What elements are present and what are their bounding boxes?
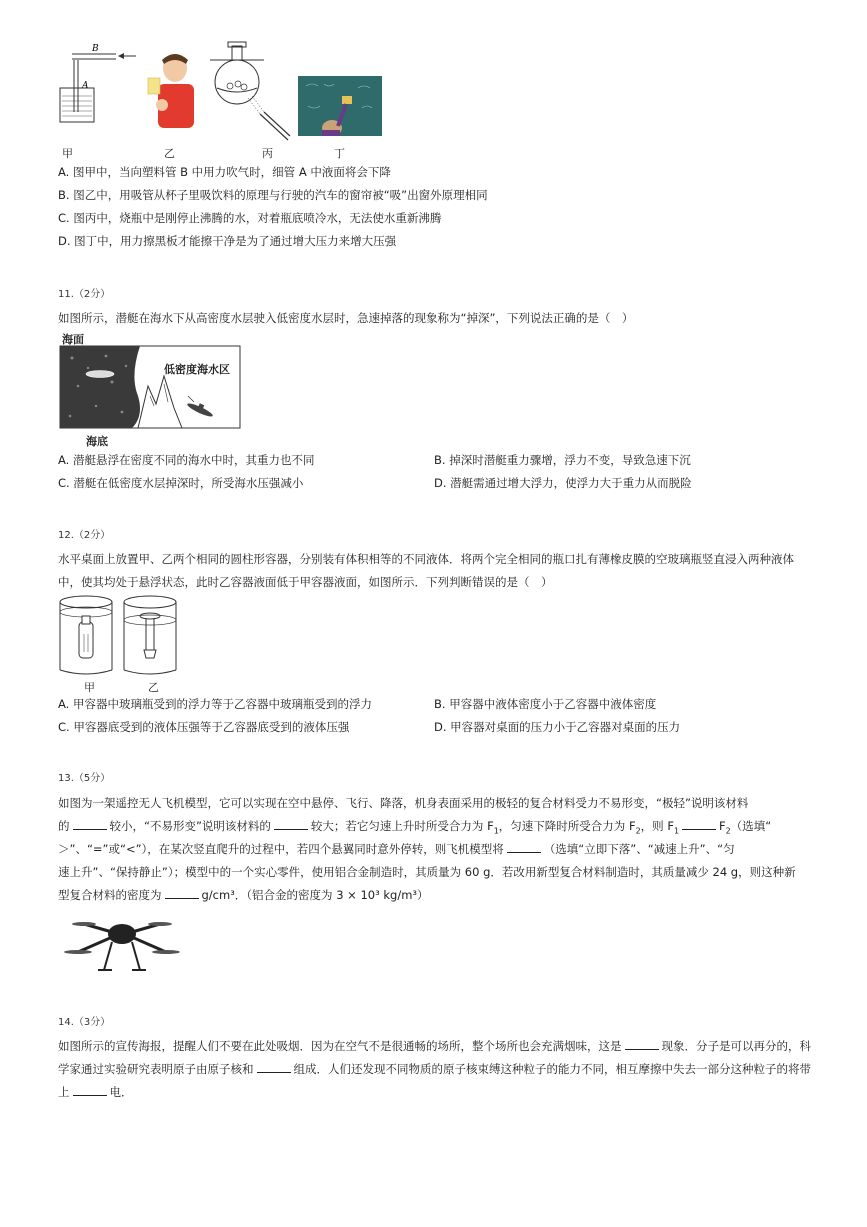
label-b: B xyxy=(92,44,99,54)
q12-number: 12.（2分） xyxy=(58,530,111,541)
blank-8 xyxy=(73,1084,107,1096)
q10-option-d: D. 图丁中，用力擦黑板才能擦干净是为了通过增大压力来增大压强 xyxy=(58,234,397,248)
q14-line3: 上 电． xyxy=(58,1085,133,1099)
beaker-tube-diagram xyxy=(52,40,142,130)
q14-line1: 如图所示的宣传海报，提醒人们不要在此处吸烟．因为在空气不是很通畅的场所，整个场所也会充满烟味，这是 现象．分子是可以再分的，科 xyxy=(58,1039,811,1053)
container-label-yi: 乙 xyxy=(148,681,159,694)
blank-1 xyxy=(73,818,107,830)
q13-number: 13.（5分） xyxy=(58,773,111,784)
boy-drinking-photo xyxy=(140,50,200,140)
q10-option-b: B. 图乙中，用吸管从杯子里吸饮料的原理与行驶的汽车的窗帘被“吸”出窗外原理相同 xyxy=(58,188,488,202)
q10-option-c: C. 图丙中，烧瓶中是刚停止沸腾的水，对着瓶底喷冷水，无法使水重新沸腾 xyxy=(58,211,442,225)
figure-label-yi: 乙 xyxy=(164,147,175,160)
blank-2 xyxy=(274,818,308,830)
container-yi xyxy=(122,594,182,678)
blank-3 xyxy=(682,818,716,830)
figure-label-jia: 甲 xyxy=(62,147,73,160)
q12-option-b: B. 甲容器中液体密度小于乙容器中液体密度 xyxy=(434,697,657,711)
q11-option-c: C. 潜艇在低密度水层掉深时，所受海水压强减小 xyxy=(58,476,304,490)
q13-line2: 的 较小，“不易形变”说明该材料的 较大；若它匀速上升时所受合力为 $F_1$，匀速下降时所受合力为 $F_2$，则 $F_1$ $F_2$（选填“ xyxy=(58,819,772,836)
q11-option-a: A. 潜艇悬浮在密度不同的海水中时，其重力也不同 xyxy=(58,453,315,467)
q14-line2: 学家通过实验研究表明原子由原子核和 组成．人们还发现不同物质的原子核束缚这种粒子的能力不同，相互摩擦中失去一部分这种粒子的将带 xyxy=(58,1062,811,1076)
q11-stem: 如图所示，潜艇在海水下从高密度水层驶入低密度水层时，急速掉落的现象称为“掉深”，下列说法正确的是（ ） xyxy=(58,311,634,325)
q11-option-b: B. 掉深时潜艇重力骤增，浮力不变，导致急速下沉 xyxy=(434,453,691,467)
q14-number: 14.（3分） xyxy=(58,1017,111,1028)
q13-line4: 速上升”、“保持静止”）；模型中的一个实心零件，使用铝合金制造时，其质量为 60 g．若改用新型复合材料制造时，其质量减少 24 g，则这种新 xyxy=(58,865,796,879)
blank-7 xyxy=(257,1061,291,1073)
blank-6 xyxy=(625,1038,659,1050)
q12-option-a: A. 甲容器中玻璃瓶受到的浮力等于乙容器中玻璃瓶受到的浮力 xyxy=(58,697,372,711)
sea-floor-label: 海底 xyxy=(86,435,108,448)
q12-option-d: D. 甲容器对桌面的压力小于乙容器对桌面的压力 xyxy=(434,720,681,734)
q12-stem-line2: 中，使其均处于悬浮状态，此时乙容器液面低于甲容器液面，如图所示．下列判断错误的是（ ） xyxy=(58,575,553,589)
q13-line1: 如图为一架遥控无人飞机模型，它可以实现在空中悬停、飞行、降落，机身表面采用的极轻的复合材料受力不易形变，“极轻”说明该材料 xyxy=(58,796,749,810)
figure-label-ding: 丁 xyxy=(334,147,345,160)
drone-photo xyxy=(62,912,182,978)
low-density-label: 低密度海水区 xyxy=(164,363,230,376)
blank-5 xyxy=(165,887,199,899)
figure-label-bing: 丙 xyxy=(262,147,273,160)
container-label-jia: 甲 xyxy=(84,681,95,694)
flask-diagram xyxy=(200,40,290,150)
q13-line5: 型复合材料的密度为 g/cm³．（铝合金的密度为 3 × 10³ kg/m³） xyxy=(58,888,429,902)
q13-line3: ＞”、“=”或“<”），在某次竖直爬升的过程中，若四个悬翼同时意外停转，则飞机模型将 （选填“立即下落”、“减速上升”、“匀 xyxy=(58,842,735,856)
seawater-diagram xyxy=(60,346,242,430)
q12-option-c: C. 甲容器底受到的液体压强等于乙容器底受到的液体压强 xyxy=(58,720,350,734)
q10-option-a: A. 图甲中，当向塑料管 B 中用力吹气时，细管 A 中液面将会下降 xyxy=(58,165,391,179)
blackboard-photo xyxy=(298,76,382,136)
q11-number: 11.（2分） xyxy=(58,289,111,300)
blank-4 xyxy=(507,841,541,853)
q11-option-d: D. 潜艇需通过增大浮力，使浮力大于重力从而脱险 xyxy=(434,476,692,490)
container-jia xyxy=(58,594,118,678)
label-a: A xyxy=(82,81,89,91)
sea-surface-label: 海面 xyxy=(62,333,84,346)
q12-stem-line1: 水平桌面上放置甲、乙两个相同的圆柱形容器，分别装有体积相等的不同液体．将两个完全相同的瓶口扎有薄橡皮膜的空玻璃瓶竖直浸入两种液体 xyxy=(58,552,794,566)
